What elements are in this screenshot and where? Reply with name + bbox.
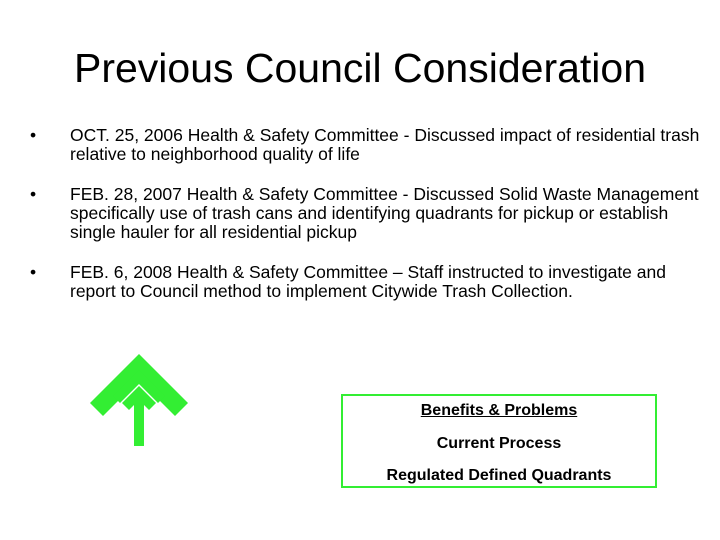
info-box — [341, 394, 657, 488]
bullet-text: FEB. 28, 2007 Health & Safety Committee - Discussed Solid Waste Management specifically use of trash cans and identifying quadrants for pickup or establish single hauler for all residential pickup — [70, 184, 699, 242]
bullet-item — [30, 185, 700, 242]
bullet-item — [30, 126, 700, 164]
box-line-benefits-problems: Benefits & Problems — [420, 402, 578, 419]
tree-logo-icon — [88, 352, 190, 448]
bullet-text: OCT. 25, 2006 Health & Safety Committee - Discussed impact of residential trash relative to neighborhood quality of life — [70, 125, 700, 164]
bullet-marker: • — [30, 262, 37, 282]
bullet-list — [30, 126, 700, 301]
bullet-marker: • — [30, 184, 37, 204]
bullet-item — [30, 263, 700, 301]
slide-title: Previous Council Consideration — [73, 45, 647, 91]
box-line-current-process: Current Process — [436, 435, 562, 452]
bullet-marker: • — [30, 125, 37, 145]
box-line-regulated-quadrants: Regulated Defined Quadrants — [386, 467, 612, 484]
bullet-text: FEB. 6, 2008 Health & Safety Committee – Staff instructed to investigate and report to Council method to implement Citywide Trash Collection. — [70, 262, 666, 301]
